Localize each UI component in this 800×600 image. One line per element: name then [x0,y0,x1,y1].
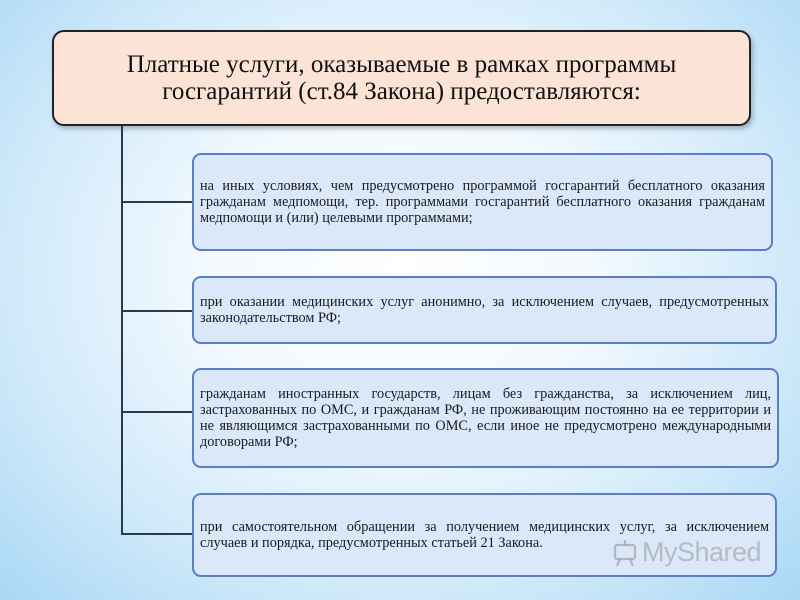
connector-branch-3 [121,411,193,413]
title-text [127,51,677,105]
item-text-4: при самостоятельном обращении за получением медицинских услуг, за исключением случаев и порядка, предусмотренных статьей 21 Закона. [200,519,769,551]
item-text-3: гражданам иностранных государств, лицам без гражданства, за исключением лиц, застрахованных по ОМС, и гражданам РФ, не проживающим постоянно на ее территории и не являющимся застрахованными по ОМС, если иное не предусмотрено международными договорами РФ; [200,386,771,450]
connector-branch-4 [121,533,193,535]
connector-trunk [121,126,123,535]
item-text-1: на иных условиях, чем предусмотрено программой госгарантий бесплатного оказания гражданам медпомощи, тер. программами госгарантий бесплатного оказания гражданам медпомощи и (или) целевыми программами; [200,178,765,226]
connector-branch-1 [121,201,193,203]
item-text-2: при оказании медицинских услуг анонимно, за исключением случаев, предусмотренных законодательством РФ; [200,294,769,326]
connector-branch-2 [121,310,193,312]
title-box [52,30,751,126]
item-box-3 [192,368,779,468]
watermark [612,537,761,568]
watermark-icon [612,539,638,567]
title-line-1: Платные услуги, оказываемые в рамках программы [126,51,677,78]
watermark-text: MyShared [642,537,762,567]
title-line-2: госгарантий (ст.84 Закона) предоставляются: [162,78,641,105]
item-box-1 [192,153,773,251]
item-box-2 [192,276,777,344]
